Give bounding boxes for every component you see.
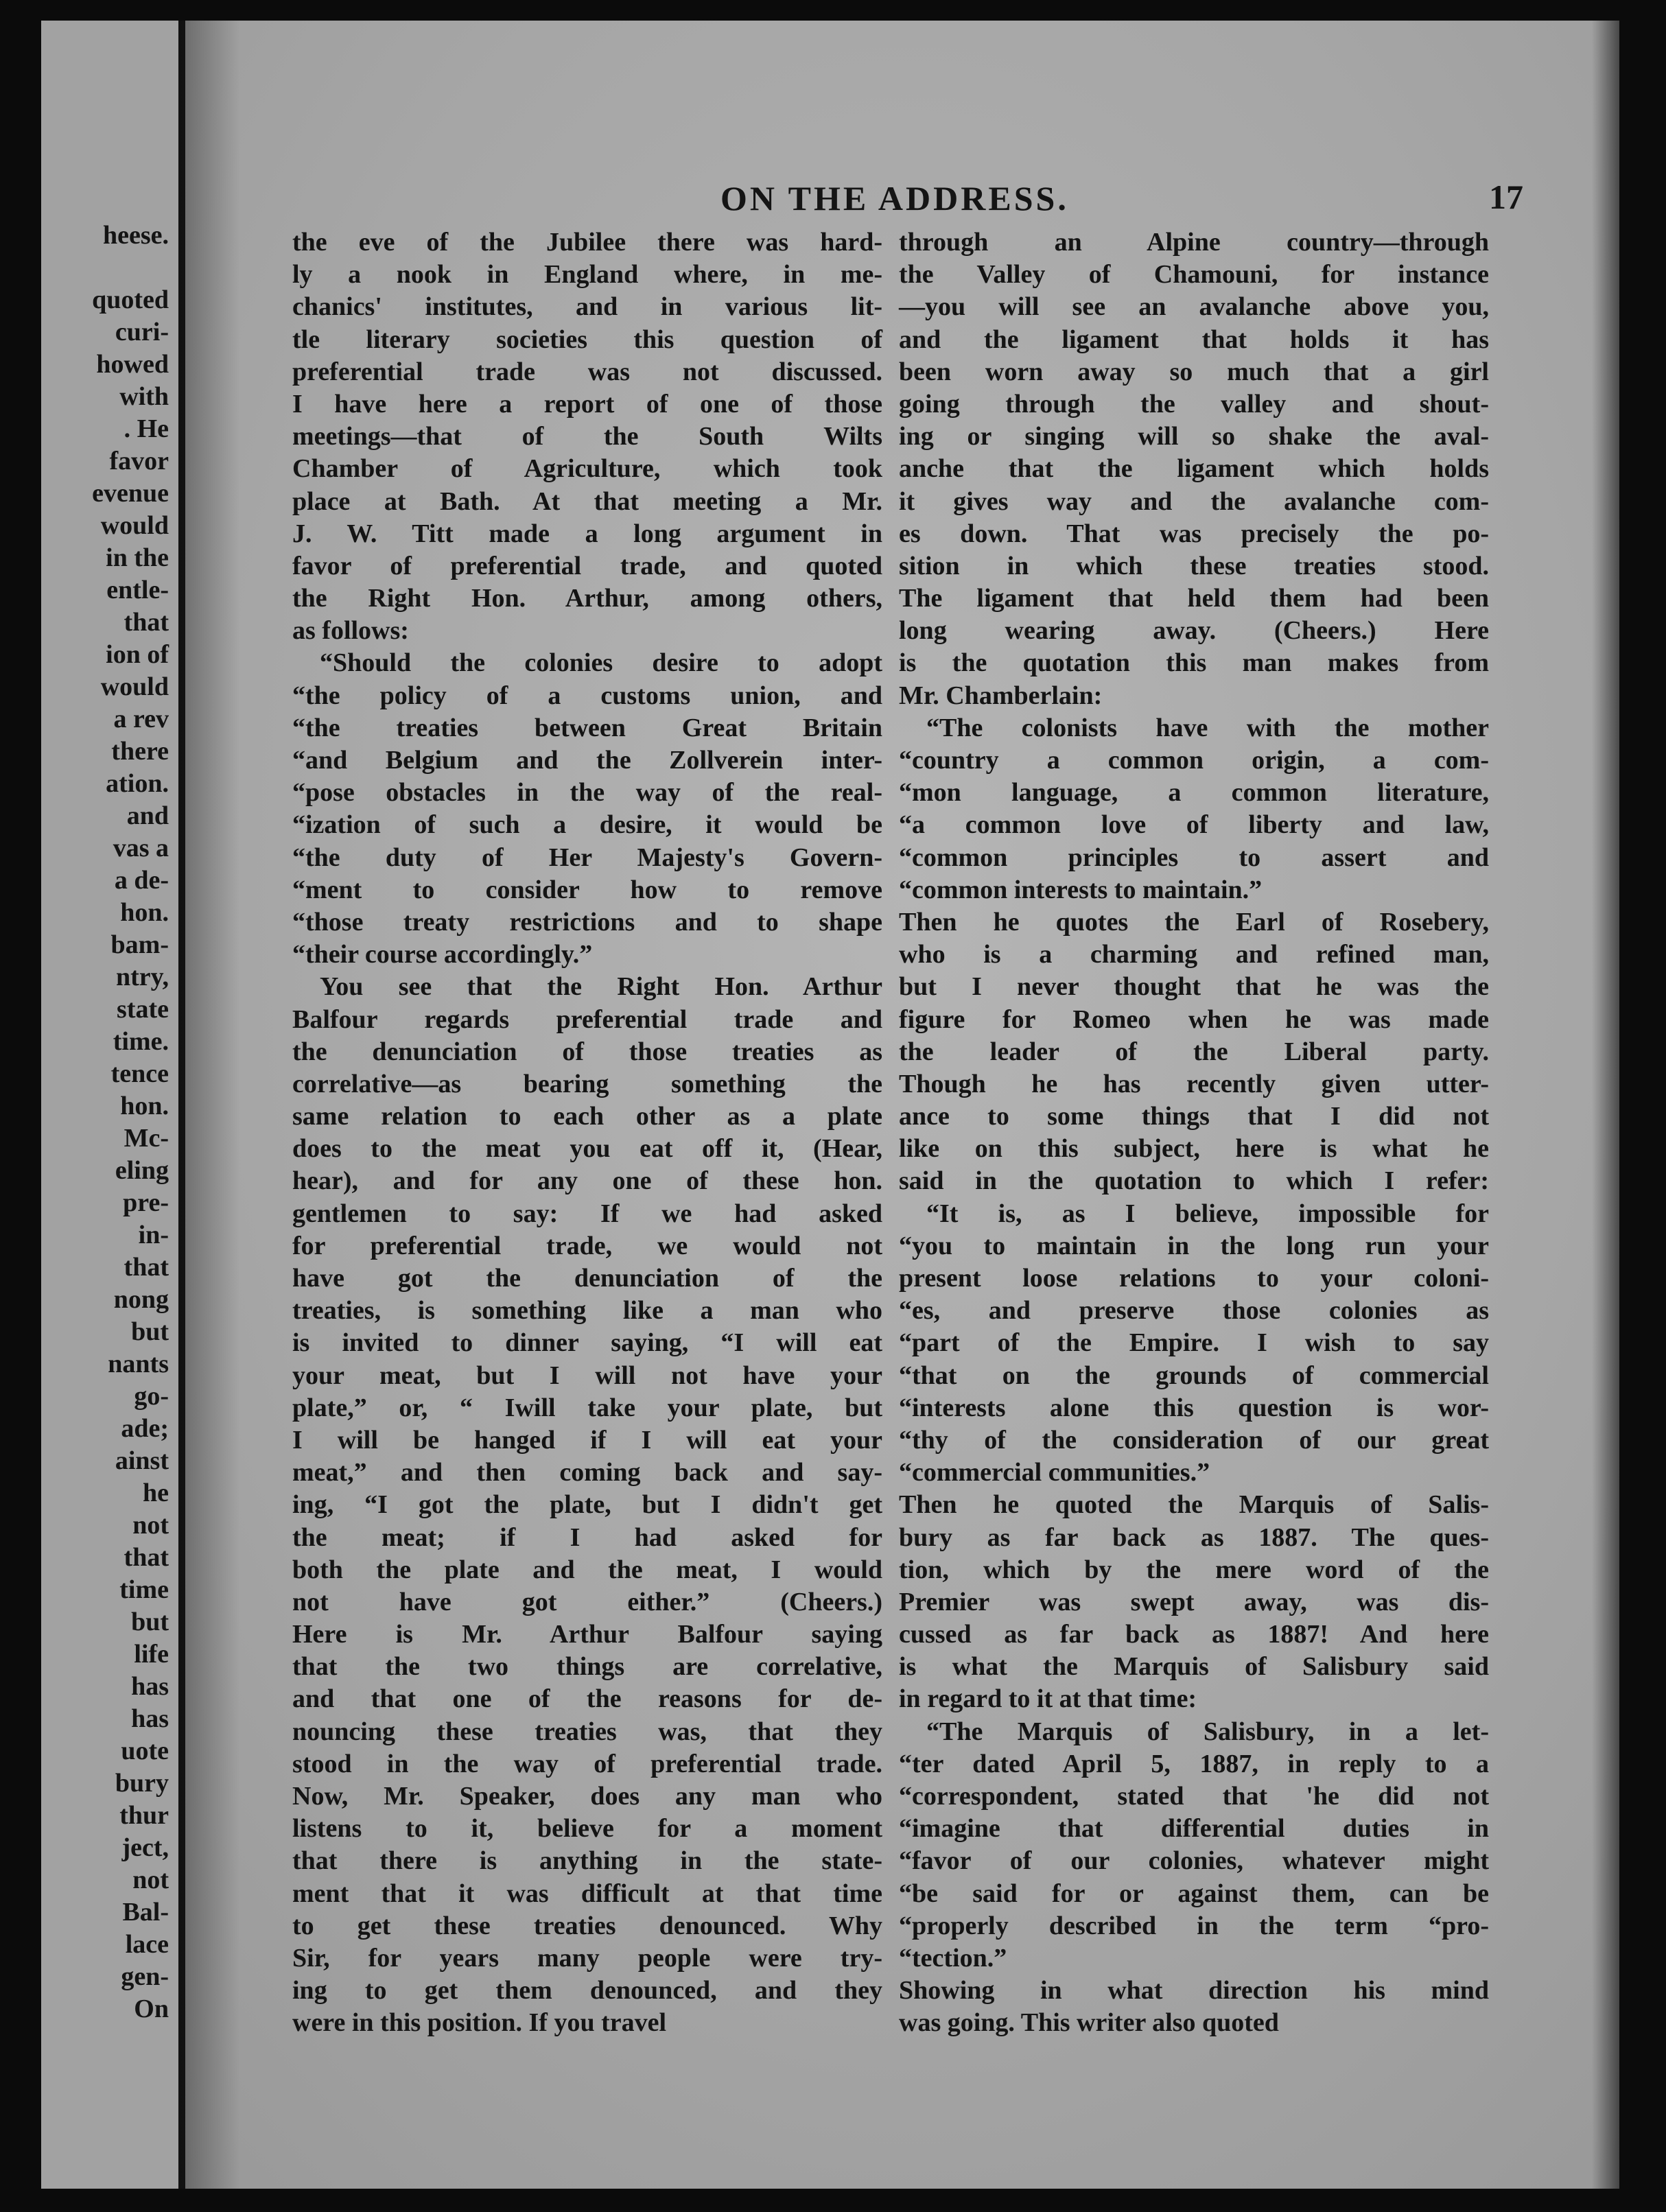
fragment-line (41, 252, 169, 284)
fragment-line: eling (115, 1156, 169, 1185)
text-line: and the ligament that holds it has (899, 325, 1489, 354)
text-line: “The colonists have with the mother (926, 713, 1489, 742)
fragment-line: a rev (113, 705, 169, 733)
text-line: favor of preferential trade, and quoted (292, 551, 882, 580)
binding-fold-shadow (178, 21, 240, 2189)
fragment-line: lace (125, 1930, 169, 1959)
text-line: “the treaties between Great Britain (292, 713, 882, 742)
fragment-line: Mc- (124, 1124, 169, 1153)
fragment-line: tence (110, 1059, 169, 1088)
text-line: chanics' institutes, and in various lit- (292, 292, 882, 322)
text-line: “Should the colonies desire to adopt (320, 648, 882, 678)
fragment-line: that (124, 1543, 169, 1572)
text-line: Sir, for years many people were try- (292, 1943, 882, 1973)
text-line: ly a nook in England where, in me- (292, 260, 882, 290)
text-line: said in the quotation to which I refer: (899, 1166, 1489, 1196)
fragment-line: he (143, 1479, 169, 1507)
fragment-line: curi- (115, 318, 169, 346)
text-line: J. W. Titt made a long argument in (292, 519, 882, 548)
fragment-line: would (100, 511, 169, 540)
fragment-line: life (134, 1640, 169, 1669)
text-line: the Valley of Chamouni, for instance (899, 260, 1489, 290)
text-line: sition in which these treaties stood. (899, 551, 1489, 580)
fragment-line: Bal- (122, 1898, 169, 1927)
text-line: “and Belgium and the Zollverein inter- (292, 746, 882, 775)
text-line: “the duty of Her Majesty's Govern- (292, 843, 882, 872)
fragment-line: bury (115, 1769, 169, 1798)
text-line: meetings—that of the South Wilts (292, 422, 882, 451)
fragment-line: would (100, 672, 169, 701)
text-line: “pose obstacles in the way of the real- (292, 778, 882, 808)
text-line: —you will see an avalanche above you, (899, 292, 1489, 322)
text-line: hear), and for any one of these hon. (292, 1166, 882, 1196)
text-line: long wearing away. (Cheers.) Here (899, 616, 1489, 646)
fragment-line: nong (113, 1285, 169, 1314)
text-line: who is a charming and refined man, (899, 940, 1489, 969)
text-line: meat,” and then coming back and say- (292, 1458, 882, 1487)
text-line: es down. That was precisely the po- (899, 519, 1489, 548)
fragment-line: a de- (114, 866, 169, 895)
text-line: your meat, but I will not have your (292, 1361, 882, 1390)
text-line: figure for Romeo when he was made (899, 1004, 1489, 1034)
fragment-line: quoted (92, 285, 169, 314)
text-line: The ligament that held them had been (899, 584, 1489, 613)
text-line: “thy of the consideration of our great (899, 1425, 1489, 1455)
text-line: preferential trade was not discussed. (292, 357, 882, 386)
fragment-line: ion of (106, 640, 169, 669)
text-line: cussed as far back as 1887! And here (899, 1620, 1489, 1649)
scanned-page (41, 21, 1619, 2189)
fragment-line: time. (113, 1027, 169, 1056)
fragment-line: go- (134, 1382, 169, 1411)
text-line: “mon language, a common literature, (899, 778, 1489, 808)
text-line: it gives way and the avalanche com- (899, 486, 1489, 516)
text-line: plate,” or, “ Iwill take your plate, but (292, 1393, 882, 1422)
text-line: “country a common origin, a com- (899, 746, 1489, 775)
fragment-line: ject, (121, 1833, 169, 1862)
text-line: “those treaty restrictions and to shape (292, 907, 882, 937)
text-line: the leader of the Liberal party. (899, 1037, 1489, 1066)
fragment-line: hon. (120, 898, 169, 927)
text-line: through an Alpine country—through (899, 228, 1489, 257)
text-line: “part of the Empire. I wish to say (899, 1328, 1489, 1358)
fragment-line: howed (96, 350, 169, 379)
fragment-line: time (119, 1575, 169, 1604)
text-line: was going. This writer also quoted (899, 2008, 1279, 2038)
text-line: treaties, is something like a man who (292, 1296, 882, 1326)
text-line: ing or singing will so shake the aval- (899, 422, 1489, 451)
fragment-line: thur (119, 1801, 169, 1830)
text-line: present loose relations to your coloni- (899, 1264, 1489, 1293)
fragment-line: entle- (106, 576, 169, 604)
text-line: does to the meat you eat off it, (Hear, (292, 1134, 882, 1164)
fragment-line: bam- (110, 930, 169, 959)
text-line: is what the Marquis of Salisbury said (899, 1652, 1489, 1682)
text-line: the meat; if I had asked for (292, 1522, 882, 1552)
fragment-line: ade; (121, 1414, 169, 1443)
fragment-line: not (132, 1511, 169, 1540)
text-line: for preferential trade, we would not (292, 1231, 882, 1260)
fragment-line: there (111, 737, 169, 766)
fragment-line: ation. (106, 769, 169, 798)
fragment-line: favor (109, 447, 169, 475)
fragment-line: On (134, 1995, 169, 2023)
fragment-line: gen- (121, 1962, 169, 1991)
text-line: is the quotation this man makes from (899, 648, 1489, 678)
fragment-line: has (131, 1672, 169, 1701)
text-line: “ization of such a desire, it would be (292, 810, 882, 840)
text-line: correlative—as bearing something the (292, 1069, 882, 1098)
text-line: “commercial communities.” (899, 1458, 1210, 1487)
text-line: “es, and preserve those colonies as (899, 1296, 1489, 1326)
facing-page-edge (41, 21, 185, 2189)
text-line: as follows: (292, 616, 409, 646)
text-line: is invited to dinner saying, “I will eat (292, 1328, 882, 1358)
text-line: the eve of the Jubilee there was hard- (292, 228, 882, 257)
text-line: not have got either.” (Cheers.) (292, 1587, 882, 1616)
fragment-line: . He (124, 414, 169, 443)
text-line: “properly described in the term “pro- (899, 1911, 1489, 1940)
text-line: to get these treaties denounced. Why (292, 1911, 882, 1940)
text-line: “correspondent, stated that 'he did not (899, 1782, 1489, 1811)
fragment-line: that (124, 1253, 169, 1282)
text-line: “imagine that differential duties in (899, 1814, 1489, 1844)
text-line: but I never thought that he was the (899, 972, 1489, 1002)
text-line: listens to it, believe for a moment (292, 1814, 882, 1844)
text-line: in regard to it at that time: (899, 1684, 1197, 1714)
text-line: the Right Hon. Arthur, among others, (292, 584, 882, 613)
text-line: “The Marquis of Salisbury, in a let- (926, 1717, 1489, 1746)
running-title: ON THE ADDRESS. (720, 179, 1069, 217)
text-line: “that on the grounds of commercial (899, 1361, 1489, 1390)
text-line: place at Bath. At that meeting a Mr. (292, 486, 882, 516)
page-number: 17 (1489, 178, 1523, 216)
text-line: have got the denunciation of the (292, 1264, 882, 1293)
text-line: Then he quotes the Earl of Rosebery, (899, 907, 1489, 937)
facing-page-text-fragments (41, 220, 169, 2025)
text-line: Chamber of Agriculture, which took (292, 454, 882, 484)
text-line: Though he has recently given utter- (899, 1069, 1489, 1098)
fragment-line: pre- (123, 1188, 169, 1217)
text-line: “common interests to maintain.” (899, 875, 1263, 904)
text-line: “you to maintain in the long run your (899, 1231, 1489, 1260)
fragment-line: state (117, 995, 169, 1024)
text-line: anche that the ligament which holds (899, 454, 1489, 484)
page-edge-shadow (1592, 21, 1619, 2189)
fragment-line: evenue (92, 479, 169, 508)
text-line: “the policy of a customs union, and (292, 681, 882, 710)
fragment-line: in- (138, 1221, 169, 1249)
text-line: were in this position. If you travel (292, 2008, 667, 2038)
text-line: I will be hanged if I will eat your (292, 1425, 882, 1455)
text-line: going through the valley and shout- (899, 389, 1489, 419)
text-line: “It is, as I believe, impossible for (926, 1199, 1489, 1228)
text-line: Mr. Chamberlain: (899, 681, 1103, 710)
text-line: “tection.” (899, 1943, 1007, 1973)
text-line: ing to get them denounced, and they (292, 1976, 882, 2005)
text-line: tle literary societies this question of (292, 325, 882, 354)
text-line: “ment to consider how to remove (292, 875, 882, 904)
fragment-line: hon. (120, 1092, 169, 1120)
text-line: Showing in what direction his mind (899, 1976, 1489, 2005)
text-line: both the plate and the meat, I would (292, 1555, 882, 1584)
text-line: Then he quoted the Marquis of Salis- (899, 1490, 1489, 1520)
text-line: stood in the way of preferential trade. (292, 1749, 882, 1778)
right-text-column (899, 226, 1489, 2040)
fragment-line: nants (108, 1350, 169, 1378)
fragment-line: and (126, 801, 169, 830)
text-line: “ter dated April 5, 1887, in reply to a (899, 1749, 1489, 1778)
text-line: “a common love of liberty and law, (899, 810, 1489, 840)
text-line: that there is anything in the state- (292, 1846, 882, 1876)
fragment-line: ntry, (115, 963, 169, 991)
page-header (679, 178, 1544, 226)
text-line: gentlemen to say: If we had asked (292, 1199, 882, 1228)
text-line: nouncing these treaties was, that they (292, 1717, 882, 1746)
fragment-line: that (124, 608, 169, 637)
text-line: “interests alone this question is wor- (899, 1393, 1489, 1422)
text-line: Premier was swept away, was dis- (899, 1587, 1489, 1616)
text-line: tion, which by the mere word of the (899, 1555, 1489, 1584)
text-line: “common principles to assert and (899, 843, 1489, 872)
text-line: I have here a report of one of those (292, 389, 882, 419)
text-line: been worn away so much that a girl (899, 357, 1489, 386)
text-line: that the two things are correlative, (292, 1652, 882, 1682)
fragment-line: vas a (113, 834, 169, 862)
fragment-line: but (131, 1317, 169, 1346)
fragment-line: but (131, 1608, 169, 1636)
text-line: “their course accordingly.” (292, 940, 593, 969)
fragment-line: uote (121, 1737, 169, 1765)
text-line: the denunciation of those treaties as (292, 1037, 882, 1066)
fragment-line: not (132, 1866, 169, 1894)
fragment-line: ainst (115, 1446, 169, 1475)
text-line: ing, “I got the plate, but I didn't get (292, 1490, 882, 1520)
text-line: same relation to each other as a plate (292, 1102, 882, 1131)
fragment-line: has (131, 1704, 169, 1733)
text-line: like on this subject, here is what he (899, 1134, 1489, 1164)
text-line: “favor of our colonies, whatever might (899, 1846, 1489, 1876)
left-text-column (292, 226, 882, 2040)
text-line: Here is Mr. Arthur Balfour saying (292, 1620, 882, 1649)
fragment-line: with (119, 382, 169, 411)
fragment-line: in the (106, 543, 169, 572)
text-line: Now, Mr. Speaker, does any man who (292, 1782, 882, 1811)
text-line: “be said for or against them, can be (899, 1879, 1489, 1908)
text-line: bury as far back as 1887. The ques- (899, 1522, 1489, 1552)
text-line: Balfour regards preferential trade and (292, 1004, 882, 1034)
text-line: ment that it was difficult at that time (292, 1879, 882, 1908)
text-line: You see that the Right Hon. Arthur (320, 972, 882, 1002)
fragment-line: heese. (102, 221, 169, 250)
text-line: and that one of the reasons for de- (292, 1684, 882, 1714)
text-line: ance to some things that I did not (899, 1102, 1489, 1131)
